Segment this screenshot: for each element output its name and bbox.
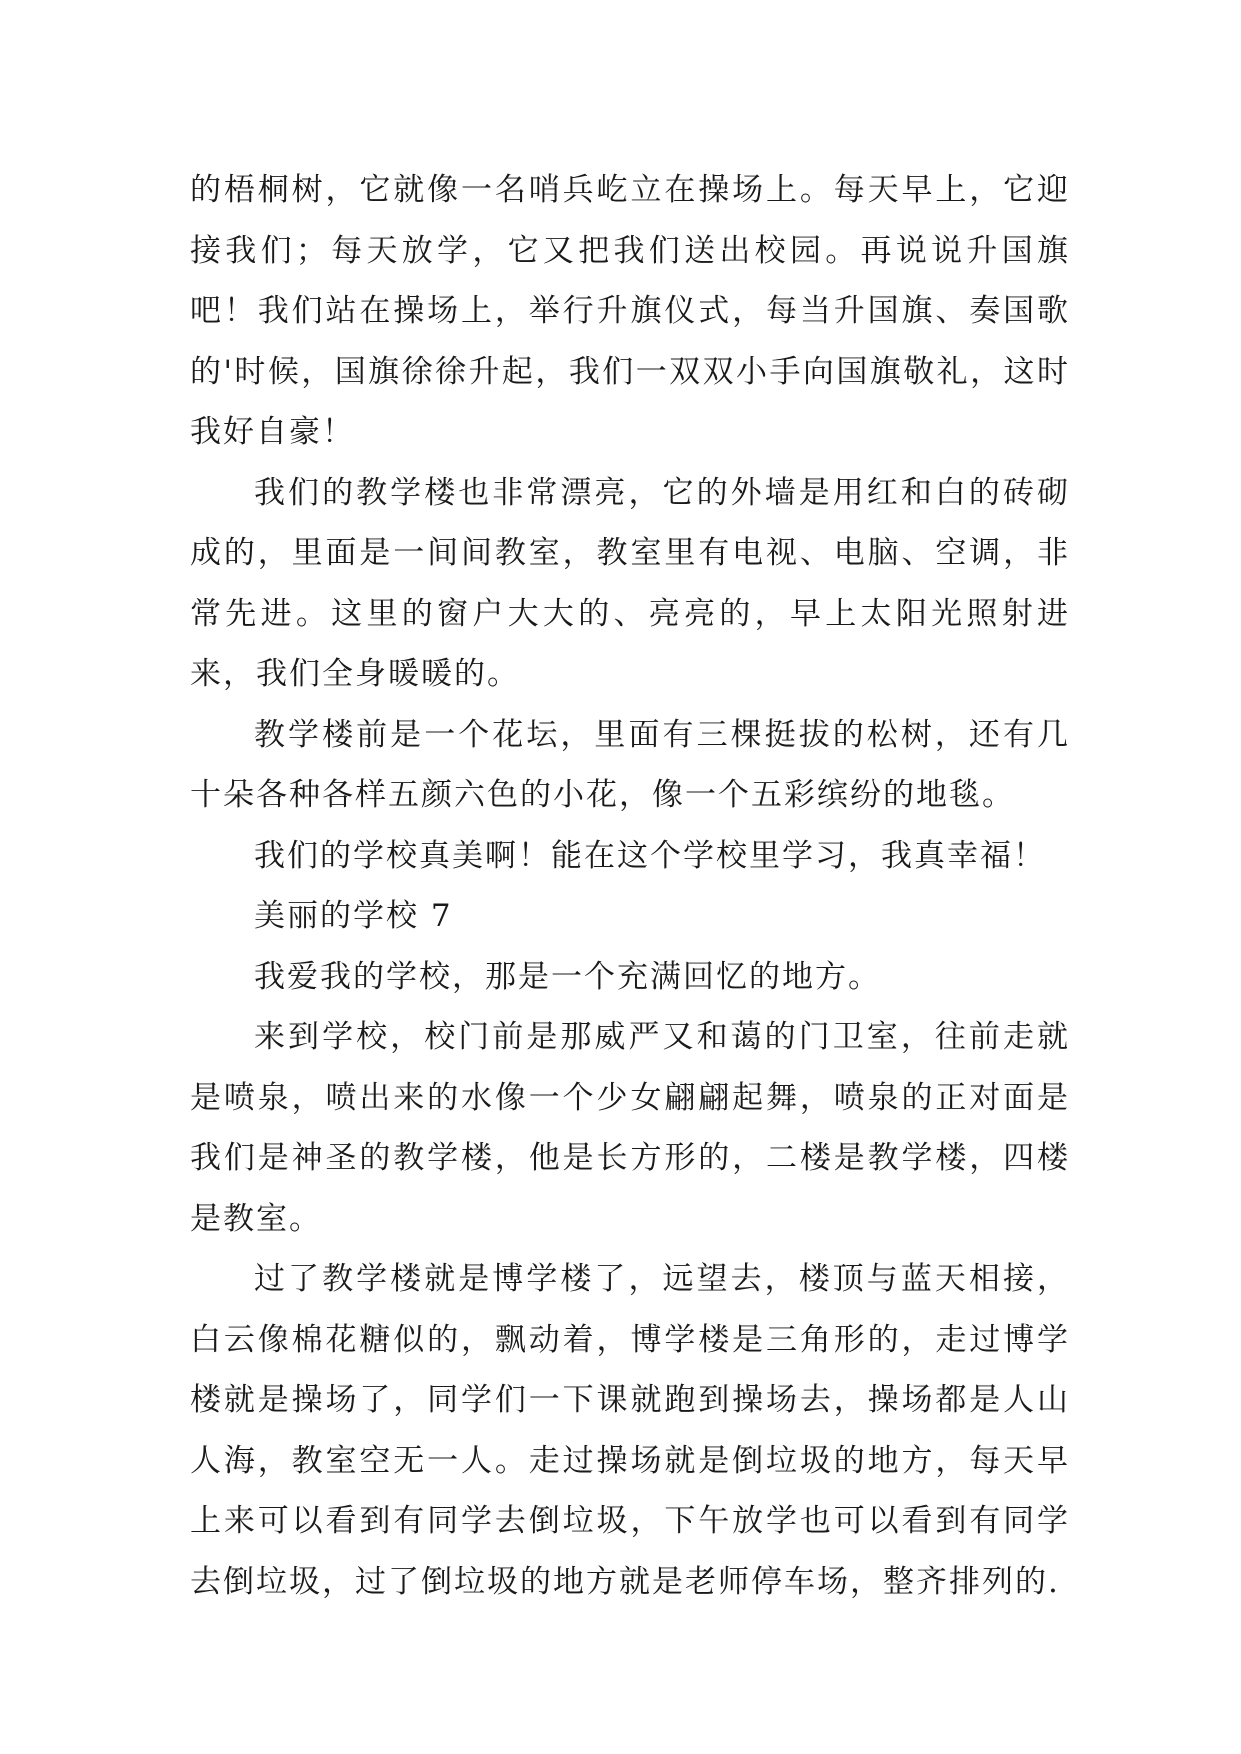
essay-title: 美丽的学校 7 — [254, 898, 453, 934]
paragraph-flagpole: 的梧桐树，它就像一名哨兵屹立在操场上。每天早上，它迎接我们；每天放学，它又把我们送出校园。再说说升国旗吧！我们站在操场上，举行升旗仪式，每当升国旗、奏国歌的'时候，国旗徐徐升起，我们一双双小手向国旗敬礼，这时我好自豪！ — [190, 172, 1070, 450]
paragraph-flower-bed: 教学楼前是一个花坛，里面有三棵挺拔的松树，还有几十朵各种各样五颜六色的小花，像一个五彩缤纷的地毯。 — [190, 716, 1070, 813]
paragraph-boxue-building: 过了教学楼就是博学楼了，远望去，楼顶与蓝天相接，白云像棉花糖似的，飘动着，博学楼是三角形的，走过博学楼就是操场了，同学们一下课就跑到操场去，操场都是人山人海，教室空无一人。走过操场就是倒垃圾的地方，每天早上来可以看到有同学去倒垃圾，下午放学也可以看到有同学去倒垃圾，过了倒垃圾的地方就是老师停车场，整齐排列的. — [190, 1261, 1070, 1600]
paragraph-school-gate: 来到学校，校门前是那威严又和蔼的门卫室，往前走就是喷泉，喷出来的水像一个少女翩翩起舞，喷泉的正对面是我们是神圣的教学楼，他是长方形的，二楼是教学楼，四楼是教室。 — [190, 1019, 1070, 1237]
paragraph-intro: 我爱我的学校，那是一个充满回忆的地方。 — [254, 958, 881, 995]
paragraph-teaching-building: 我们的教学楼也非常漂亮，它的外墙是用红和白的砖砌成的，里面是一间间教室，教室里有电视、电脑、空调，非常先进。这里的窗户大大的、亮亮的，早上太阳光照射进来，我们全身暖暖的。 — [190, 474, 1070, 692]
document-body — [190, 160, 1070, 1612]
paragraph-conclusion: 我们的学校真美啊！能在这个学校里学习，我真幸福！ — [254, 837, 1046, 874]
